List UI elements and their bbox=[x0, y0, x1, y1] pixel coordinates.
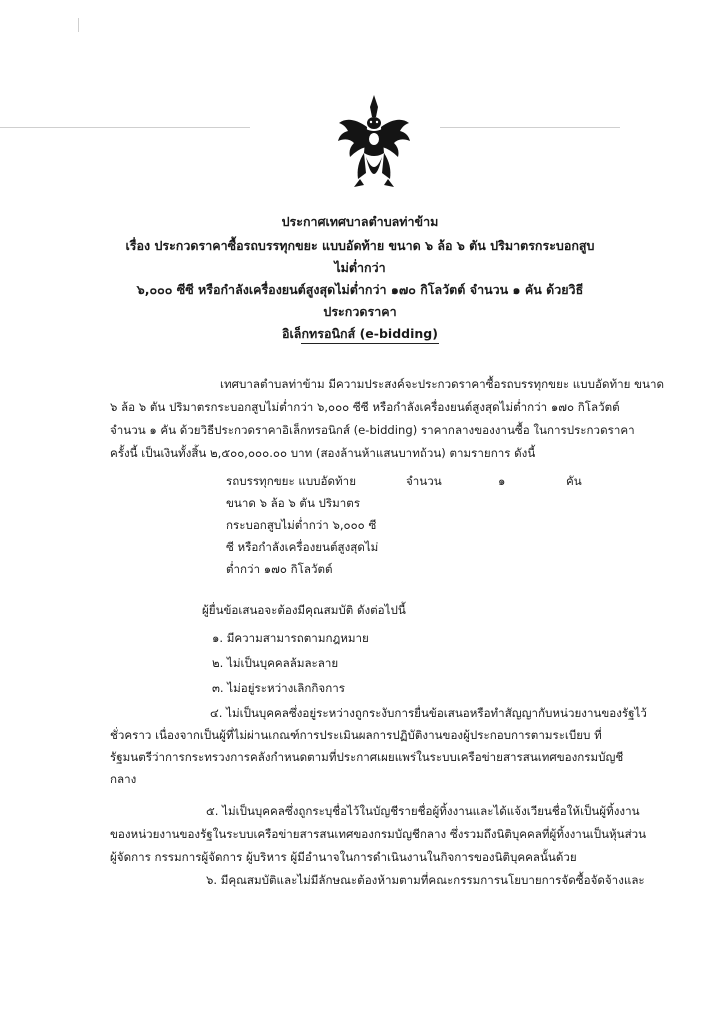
item-line: รถบรรทุกขยะ แบบอัดท้าย bbox=[226, 474, 356, 488]
garuda-emblem-icon bbox=[336, 93, 412, 191]
scan-mark bbox=[0, 127, 250, 128]
intro-line: ๖ ล้อ ๖ ตัน ปริมาตรกระบอกสูบไม่ต่ำกว่า ๖,๐๐๐ ซีซี หรือกำลังเครื่องยนต์สูงสุดไม่ต่ำกว่า ๑๗๐ กิโลวัตต์ bbox=[110, 400, 620, 414]
qualification-line: ของหน่วยงานของรัฐในระบบเครือข่ายสารสนเทศของกรมบัญชีกลาง ซึ่งรวมถึงนิติบุคคลที่ผู้ทิ้งงานเป็นหุ้นส่วน bbox=[110, 827, 647, 841]
title-divider bbox=[301, 343, 439, 344]
scan-mark bbox=[78, 18, 79, 32]
subject-line: อิเล็กทรอนิกส์ (e-bidding) bbox=[282, 326, 438, 341]
intro-line: ครั้งนี้ เป็นเงินทั้งสิ้น ๒,๕๐๐,๐๐๐.๐๐ บาท (สองล้านห้าแสนบาทถ้วน) ตามรายการ ดังนี้ bbox=[110, 446, 536, 460]
item-line: ขนาด ๖ ล้อ ๖ ตัน ปริมาตร bbox=[226, 496, 361, 510]
qualification-line: ๕. ไม่เป็นบุคคลซึ่งถูกระบุชื่อไว้ในบัญชีรายชื่อผู้ทิ้งงานและได้แจ้งเวียนชื่อให้เป็นผู้ทิ้งงาน bbox=[206, 804, 640, 818]
intro-line: จำนวน ๑ คัน ด้วยวิธีประกวดราคาอิเล็กทรอนิกส์ (e-bidding) ราคากลางของงานซื้อ ในการประกวดราคา bbox=[110, 423, 635, 437]
qualification-line: ชั่วคราว เนื่องจากเป็นผู้ที่ไม่ผ่านเกณฑ์การประเมินผลการปฏิบัติงานของผู้ประกอบการตามระเบียบ ที่ bbox=[110, 728, 602, 742]
qualification-line: ๖. มีคุณสมบัติและไม่มีลักษณะต้องห้ามตามที่คณะกรรมการนโยบายการจัดซื้อจัดจ้างและ bbox=[206, 873, 645, 887]
qualifications-heading: ผู้ยื่นข้อเสนอจะต้องมีคุณสมบัติ ดังต่อไปนี้ bbox=[202, 603, 406, 617]
qualification-line: ๔. ไม่เป็นบุคคลซึ่งอยู่ระหว่างถูกระงับการยื่นข้อเสนอหรือทำสัญญากับหน่วยงานของรัฐไว้ bbox=[210, 706, 647, 720]
item-line: ซี หรือกำลังเครื่องยนต์สูงสุดไม่ bbox=[226, 540, 379, 554]
item-line: กระบอกสูบไม่ต่ำกว่า ๖,๐๐๐ ซี bbox=[226, 518, 377, 532]
announcement-subject bbox=[120, 235, 600, 345]
subject-line: เรื่อง ประกวดราคาซื้อรถบรรทุกขยะ แบบอัดท้าย ขนาด ๖ ล้อ ๖ ตัน ปริมาตรกระบอกสูบไม่ต่ำกว่า bbox=[125, 238, 595, 275]
scan-mark bbox=[440, 127, 620, 128]
intro-line: เทศบาลตำบลท่าข้าม มีความประสงค์จะประกวดราคาซื้อรถบรรทุกขยะ แบบอัดท้าย ขนาด bbox=[220, 377, 665, 391]
item-line: ต่ำกว่า ๑๗๐ กิโลวัตต์ bbox=[226, 562, 333, 576]
qualification-line: ๓. ไม่อยู่ระหว่างเลิกกิจการ bbox=[212, 681, 345, 695]
item-description bbox=[226, 470, 378, 580]
qualification-line: กลาง bbox=[110, 772, 137, 786]
qualification-line: ๑. มีความสามารถตามกฎหมาย bbox=[212, 631, 369, 645]
intro-paragraph bbox=[110, 373, 664, 465]
qualification-line: ๒. ไม่เป็นบุคคลล้มละลาย bbox=[212, 656, 339, 670]
announcement-title: ประกาศเทศบาลตำบลท่าข้าม bbox=[281, 214, 439, 229]
subject-line: ๖,๐๐๐ ซีซี หรือกำลังเครื่องยนต์สูงสุดไม่ต่ำกว่า ๑๗๐ กิโลวัตต์ จำนวน ๑ คัน ด้วยวิธีประกวดราคา bbox=[136, 282, 584, 319]
item-unit: คัน bbox=[566, 474, 582, 488]
item-quantity: ๑ bbox=[498, 474, 506, 488]
qualification-line: ผู้จัดการ กรรมการผู้จัดการ ผู้บริหาร ผู้มีอำนาจในการดำเนินงานในกิจการของนิติบุคคลนั้นด้วย bbox=[110, 850, 577, 864]
qualification-line: รัฐมนตรีว่าการกระทรวงการคลังกำหนดตามที่ประกาศเผยแพร่ในระบบเครือข่ายสารสนเทศของกรมบัญชี bbox=[110, 750, 624, 764]
item-quantity-label: จำนวน bbox=[406, 474, 442, 488]
